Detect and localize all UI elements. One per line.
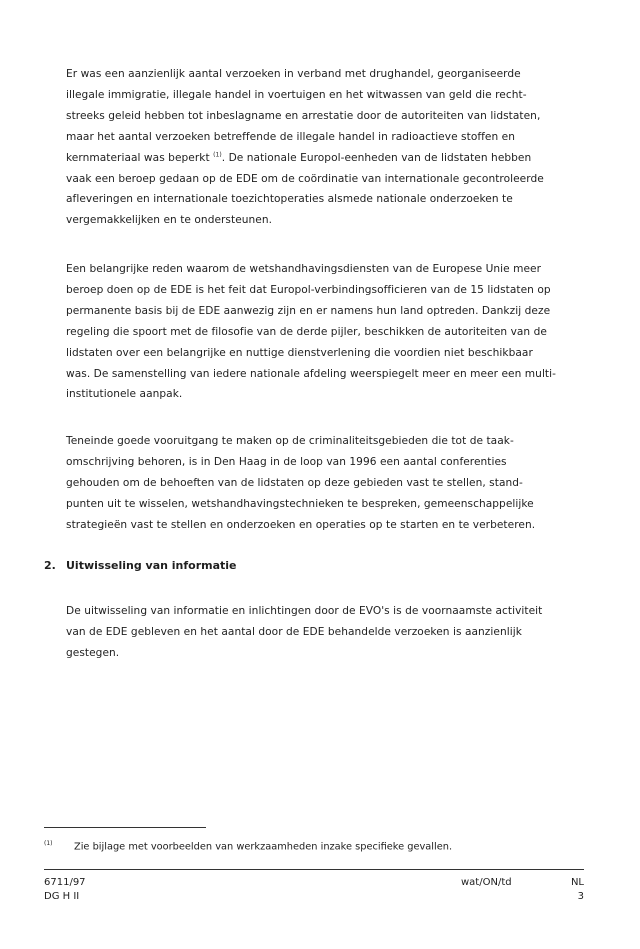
text-line: afleveringen en internationale toezichtoperaties alsmede nationale onderzoeken te bbox=[66, 193, 513, 206]
text-line: lidstaten over een belangrijke en nuttige dienstverlening die voordien niet beschikbaar bbox=[66, 346, 533, 359]
text-line: illegale immigratie, illegale handel in voertuigen en het witwassen van geld die recht- bbox=[66, 88, 527, 101]
text-line: gestegen. bbox=[66, 646, 120, 659]
text-fragment: . De nationale Europol-eenheden van de lidstaten hebben bbox=[221, 151, 532, 164]
text-line: institutionele aanpak. bbox=[66, 388, 183, 401]
paragraph-3 bbox=[66, 431, 566, 536]
author-reference: wat/ON/td bbox=[461, 877, 512, 888]
section-title: Uitwisseling van informatie bbox=[66, 559, 237, 572]
paragraph-4 bbox=[66, 601, 566, 664]
footnote-reference: (1) bbox=[213, 151, 222, 159]
page-number: 3 bbox=[577, 891, 584, 902]
section-heading bbox=[44, 559, 237, 572]
text-line: vergemakkelijken en te ondersteunen. bbox=[66, 214, 273, 227]
text-line: De uitwisseling van informatie en inlichtingen door de EVO's is de voornaamste activiteit bbox=[66, 605, 543, 617]
text-line: strategieën vast te stellen en onderzoeken en operaties op te starten en te verbeteren. bbox=[66, 518, 536, 531]
text-line: was. De samenstelling van iedere nationale afdeling weerspiegelt meer en meer een multi- bbox=[66, 367, 557, 380]
department-code: DG H II bbox=[44, 891, 80, 902]
text-line: van de EDE gebleven en het aantal door de EDE behandelde verzoeken is aanzienlijk bbox=[66, 625, 522, 638]
text-line: permanente basis bij de EDE aanwezig zijn en er namens hun land optreden. Dankzij deze bbox=[66, 304, 551, 317]
text-line: regeling die spoort met de filosofie van de derde pijler, beschikken de autoriteiten van de bbox=[66, 325, 547, 338]
footnote bbox=[44, 840, 452, 852]
footer-right bbox=[566, 876, 584, 904]
document-number: 6711/97 bbox=[44, 877, 86, 888]
footnote-divider bbox=[44, 827, 206, 828]
text-line: maar het aantal verzoeken betreffende de illegale handel in radioactieve stoffen en bbox=[66, 130, 516, 143]
text-line: punten uit te wisselen, wetshandhavingstechnieken te bespreken, gemeenschappelijke bbox=[66, 497, 534, 510]
paragraph-1 bbox=[66, 64, 566, 231]
text-line: gehouden om de behoeften van de lidstaten op deze gebieden vast te stellen, stand- bbox=[66, 476, 523, 489]
section-number: 2. bbox=[44, 559, 56, 572]
text-fragment: kernmateriaal was beperkt bbox=[66, 151, 210, 164]
footnote-text: Zie bijlage met voorbeelden van werkzaamheden inzake specifieke gevallen. bbox=[74, 841, 453, 853]
text-line: Er was een aanzienlijk aantal verzoeken in verband met drughandel, georganiseerde bbox=[66, 68, 521, 80]
text-line bbox=[66, 148, 566, 169]
text-line: Een belangrijke reden waarom de wetshandhavingsdiensten van de Europese Unie meer bbox=[66, 263, 542, 275]
text-line: beroep doen op de EDE is het feit dat Europol-verbindingsofficieren van de 15 lidstaten op bbox=[66, 283, 551, 296]
footer-divider bbox=[44, 869, 584, 870]
text-line: Teneinde goede vooruitgang te maken op de criminaliteitsgebieden die tot de taak- bbox=[66, 435, 514, 447]
footer-reference bbox=[461, 876, 512, 890]
footnote-mark: (1) bbox=[44, 840, 53, 847]
text-line: omschrijving behoren, is in Den Haag in de loop van 1996 een aantal conferenties bbox=[66, 455, 507, 468]
language-code: NL bbox=[570, 877, 584, 888]
text-line: vaak een beroep gedaan op de EDE om de coördinatie van internationale gecontroleerde bbox=[66, 172, 544, 185]
text-line: streeks geleid hebben tot inbeslagname en arrestatie door de autoriteiten van lidstaten, bbox=[66, 109, 541, 122]
footer-left bbox=[44, 876, 86, 904]
paragraph-2 bbox=[66, 259, 566, 405]
